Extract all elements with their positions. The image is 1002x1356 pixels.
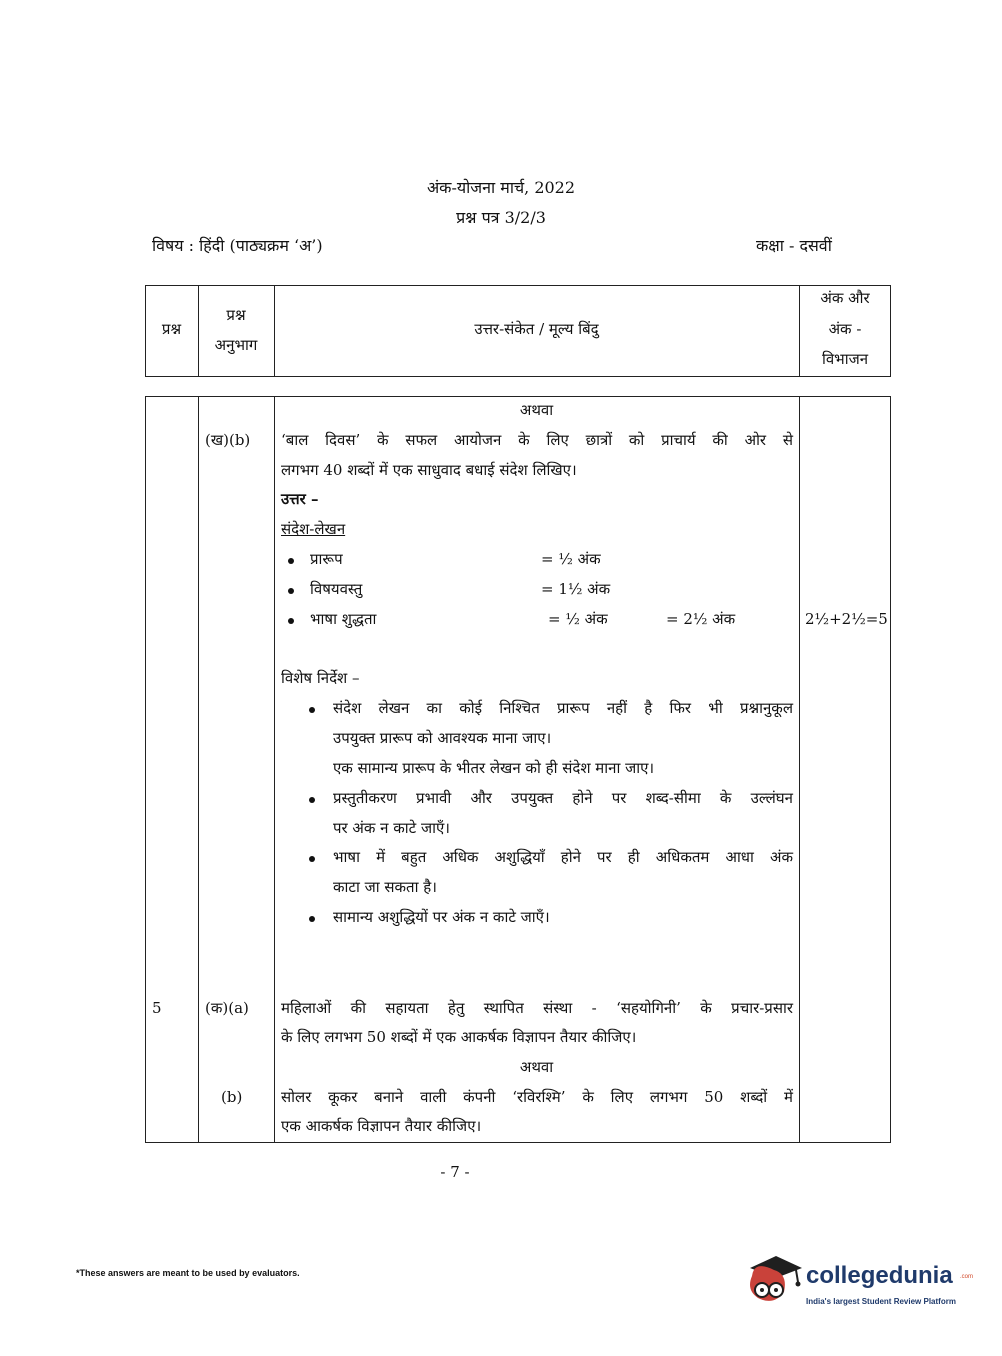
logo-mascot-icon	[744, 1250, 804, 1310]
question-text: महिलाओं की सहायता हेतु स्थापित संस्था - ‘सहयोगिनी’ के प्रचार-प्रसार	[281, 999, 793, 1017]
mark-item-label: प्रारूप	[310, 550, 343, 568]
page-number: - 7 -	[440, 1163, 470, 1181]
bullet-icon	[288, 618, 294, 624]
logo-wordmark: collegedunia	[806, 1262, 953, 1289]
header-col-marks: विभाजन	[821, 350, 869, 368]
question-text: ‘बाल दिवस’ के सफल आयोजन के लिए छात्रों को प्राचार्य की ओर से	[281, 431, 793, 449]
column-divider	[274, 396, 275, 1143]
instruction-text: काटा जा सकता है।	[333, 878, 437, 896]
special-instructions-heading: विशेष निर्देश –	[281, 669, 360, 687]
column-divider	[198, 396, 199, 1143]
mark-item-label: भाषा शुद्धता	[310, 610, 377, 628]
instruction-text: एक सामान्य प्रारूप के भीतर लेखन को ही संदेश माना जाए।	[333, 759, 655, 777]
header-col-marks: अंक और	[820, 289, 870, 307]
instruction-text: सामान्य अशुद्धियों पर अंक न काटे जाएँ।	[333, 908, 550, 926]
bullet-icon	[309, 856, 315, 862]
instruction-text: संदेश लेखन का कोई निश्चित प्रारूप नहीं है फिर भी प्रश्नानुकूल	[333, 699, 793, 717]
mark-total: = 2½ अंक	[666, 610, 736, 628]
evaluator-note: *These answers are meant to be used by evaluators.	[76, 1268, 300, 1278]
subquestion-label: (ख)(b)	[205, 431, 251, 449]
instruction-text: पर अंक न काटे जाएँ।	[333, 819, 450, 837]
header-col-answer: उत्तर-संकेत / मूल्य बिंदु	[474, 320, 599, 338]
header-col-question: प्रश्न	[161, 320, 182, 338]
question-text: लगभग 40 शब्दों में एक साधुवाद बधाई संदेश लिखिए।	[281, 461, 577, 479]
bullet-icon	[309, 707, 315, 713]
mark-item-value: = 1½ अंक	[541, 580, 611, 598]
answer-heading: उत्तर –	[281, 490, 319, 508]
question-text: एक आकर्षक विज्ञापन तैयार कीजिए।	[281, 1117, 482, 1135]
document-title: अंक-योजना मार्च, 2022	[426, 178, 576, 197]
paper-code: प्रश्न पत्र 3/2/3	[456, 208, 546, 227]
logo-domain: .com	[960, 1274, 974, 1280]
header-divider	[198, 285, 199, 377]
mark-item-label: विषयवस्तु	[310, 580, 363, 598]
bullet-icon	[309, 916, 315, 922]
instruction-text: प्रस्तुतीकरण प्रभावी और उपयुक्त होने पर शब्द-सीमा के उल्लंघन	[333, 789, 793, 807]
logo-tagline: India's largest Student Review Platform	[806, 1297, 956, 1306]
bullet-icon	[309, 797, 315, 803]
instruction-text: भाषा में बहुत अधिक अशुद्धियाँ होने पर ही अधिकतम आधा अंक	[333, 848, 793, 866]
bullet-icon	[288, 558, 294, 564]
marks-distribution: 2½+2½=5	[805, 610, 888, 628]
subquestion-label: (b)	[221, 1088, 243, 1106]
bullet-icon	[288, 588, 294, 594]
header-col-section: अनुभाग	[214, 336, 258, 354]
mark-item-value: = ½ अंक	[548, 610, 608, 628]
class-label: कक्षा - दसवीं	[756, 236, 832, 255]
header-col-section: प्रश्न	[226, 306, 246, 324]
mark-item-value: = ½ अंक	[541, 550, 601, 568]
section-heading: संदेश-लेखन	[281, 520, 346, 538]
or-label: अथवा	[519, 401, 554, 419]
question-text: के लिए लगभग 50 शब्दों में एक आकर्षक विज्ञापन तैयार कीजिए।	[281, 1028, 637, 1046]
instruction-text: उपयुक्त प्रारूप को आवश्यक माना जाए।	[333, 729, 552, 747]
subject-label: विषय : हिंदी (पाठ्यक्रम ‘अ’)	[152, 236, 323, 255]
question-text: सोलर कूकर बनाने वाली कंपनी ‘रविरश्मि’ के लिए लगभग 50 शब्दों में	[281, 1088, 793, 1106]
header-col-marks: अंक -	[828, 320, 862, 338]
column-divider	[799, 396, 800, 1143]
subquestion-label: (क)(a)	[205, 999, 249, 1017]
question-number: 5	[152, 999, 162, 1017]
or-label: अथवा	[519, 1058, 554, 1076]
